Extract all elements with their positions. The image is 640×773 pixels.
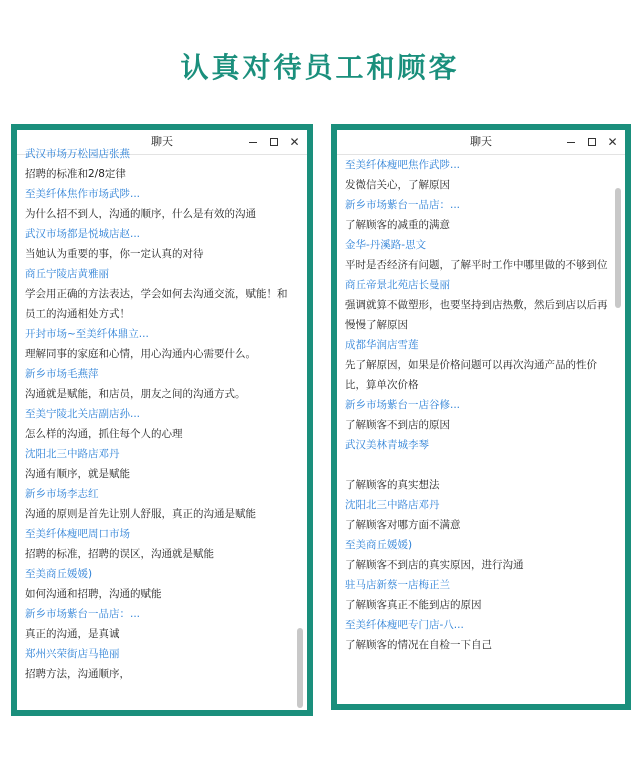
message-sender[interactable]: 武汉市场万松园店张燕 — [25, 148, 130, 160]
message-text: 沟通就是赋能，和店员，朋友之间的沟通方式。 — [25, 388, 246, 400]
message-text: 怎么样的沟通，抓住每个人的心理 — [25, 428, 183, 440]
message-sender[interactable]: 新乡市场紫台一店谷修... — [345, 399, 461, 411]
maximize-icon[interactable] — [581, 130, 602, 154]
message-sender[interactable]: 武汉市场都是悦城店赵... — [25, 228, 141, 240]
message-sender[interactable]: 至美宁陵北关店副店孙... — [25, 408, 141, 420]
message-text: 先了解原因，如果是价格问题可以再次沟通产品的性价比，算单次价格 — [345, 359, 597, 391]
message-sender[interactable]: 商丘帝景北苑店长曼丽 — [345, 279, 450, 291]
message-list-container — [337, 155, 609, 704]
window-title: 聊天 — [470, 135, 492, 148]
message-sender[interactable]: 沈阳北三中路店邓丹 — [345, 499, 440, 511]
scrollbar[interactable] — [613, 158, 623, 702]
message-sender[interactable]: 新乡市场毛燕萍 — [25, 368, 99, 380]
message-sender[interactable]: 至美纤体瘦吧焦作武陟... — [345, 159, 461, 171]
message-sender[interactable]: 新乡市场紫台一品店：... — [25, 608, 141, 620]
message-text: 如何沟通和招聘，沟通的赋能 — [25, 588, 162, 600]
message-text: 真正的沟通，是真诚 — [25, 628, 120, 640]
message-list-container — [17, 144, 291, 710]
message-list — [337, 155, 609, 655]
message-sender[interactable]: 至美纤体瘦吧周口市场 — [25, 528, 130, 540]
message-sender[interactable]: 至美纤体瘦吧专门店-八... — [345, 619, 464, 631]
message-text: 发微信关心，了解原因 — [345, 179, 450, 191]
message-text: 招聘的标准，招聘的误区，沟通就是赋能 — [25, 548, 214, 560]
message-text: 了解顾客不到店的原因 — [345, 419, 450, 431]
message-text: 了解顾客真正不能到店的原因 — [345, 599, 482, 611]
message-sender[interactable]: 新乡市场紫台一品店：... — [345, 199, 461, 211]
message-text: 沟通有顺序，就是赋能 — [25, 468, 130, 480]
message-sender[interactable]: 至美纤体焦作市场武陟... — [25, 188, 141, 200]
close-icon[interactable]: ✕ — [607, 135, 618, 149]
chat-window-left — [11, 124, 313, 716]
message-text: 了解顾客的真实想法 — [345, 479, 440, 491]
scrollbar[interactable] — [295, 158, 305, 708]
message-text: 了解顾客的减重的满意 — [345, 219, 450, 231]
message-sender[interactable]: 新乡市场李志红 — [25, 488, 99, 500]
message-spacer — [345, 455, 609, 475]
message-sender[interactable]: 至美商丘媛媛) — [25, 568, 93, 580]
message-sender[interactable]: 金华-丹溪路-思文 — [345, 239, 427, 251]
message-sender[interactable]: 沈阳北三中路店邓丹 — [25, 448, 120, 460]
message-sender[interactable]: 郑州兴荣街店马艳丽 — [25, 648, 120, 660]
message-text: 平时是否经济有问题，了解平时工作中哪里做的不够到位 — [345, 259, 608, 271]
close-icon[interactable]: ✕ — [289, 135, 300, 149]
window-title: 聊天 — [151, 135, 173, 148]
message-text: 了解顾客对哪方面不满意 — [345, 519, 461, 531]
message-text: 理解同事的家庭和心情，用心沟通内心需要什么。 — [25, 348, 256, 360]
message-list — [17, 144, 291, 684]
message-sender[interactable]: 开封市场~至美纤体鼎立... — [25, 328, 149, 340]
minimize-icon[interactable] — [560, 130, 581, 154]
message-text: 沟通的原则是首先让别人舒服，真正的沟通是赋能 — [25, 508, 256, 520]
message-sender[interactable]: 至美商丘媛媛) — [345, 539, 413, 551]
scrollbar-thumb[interactable] — [297, 628, 303, 708]
message-text: 强调就算不做塑形，也要坚持到店热敷，然后到店以后再慢慢了解原因 — [345, 299, 608, 331]
page-title: 认真对待员工和顾客 — [180, 51, 460, 84]
window-controls — [560, 130, 623, 154]
message-text: 学会用正确的方法表达，学会如何去沟通交流，赋能！和员工的沟通相处方式！ — [25, 288, 288, 320]
message-text: 为什么招不到人，沟通的顺序，什么是有效的沟通 — [25, 208, 256, 220]
message-sender[interactable]: 驻马店新蔡一店梅正兰 — [345, 579, 450, 591]
message-text: 当她认为重要的事，你一定认真的对待 — [25, 248, 204, 260]
scrollbar-thumb[interactable] — [615, 188, 621, 308]
chat-window-right — [331, 124, 631, 710]
message-sender[interactable]: 商丘宁陵店黄雅丽 — [25, 268, 109, 280]
message-sender[interactable]: 武汉美林青城李琴 — [345, 439, 429, 451]
message-sender[interactable]: 成都华润店雪莲 — [345, 339, 419, 351]
message-text: 招聘方法，沟通顺序， — [25, 668, 130, 680]
message-text: 招聘的标准和2/8定律 — [25, 168, 126, 180]
message-text: 了解顾客不到店的真实原因，进行沟通 — [345, 559, 524, 571]
window-titlebar[interactable] — [337, 130, 625, 155]
message-text: 了解顾客的情况在自检一下自己 — [345, 639, 492, 651]
